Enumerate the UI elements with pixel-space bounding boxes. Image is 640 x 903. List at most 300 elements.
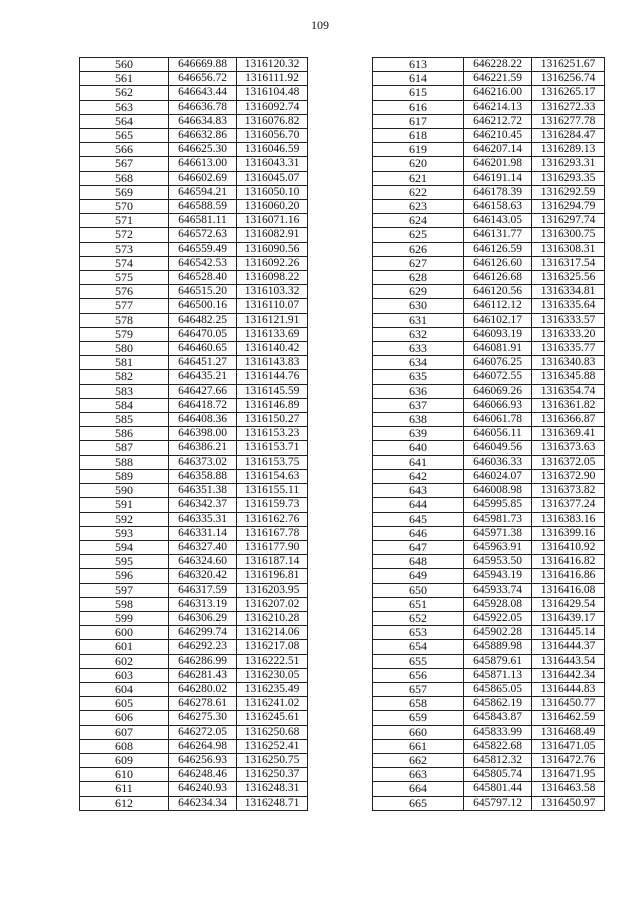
x-coordinate-cell: 646240.93 <box>169 782 237 796</box>
y-coordinate-cell: 1316294.79 <box>532 200 605 214</box>
table-row <box>80 384 308 398</box>
point-number-cell: 577 <box>80 299 169 313</box>
y-coordinate-cell: 1316450.97 <box>532 796 605 810</box>
point-number-cell: 567 <box>80 157 169 171</box>
table-row <box>80 285 308 299</box>
table-row <box>80 753 308 767</box>
y-coordinate-cell: 1316410.92 <box>532 540 605 554</box>
y-coordinate-cell: 1316250.75 <box>237 753 308 767</box>
point-number-cell: 564 <box>80 114 169 128</box>
table-row <box>80 640 308 654</box>
y-coordinate-cell: 1316143.83 <box>237 356 308 370</box>
point-number-cell: 614 <box>373 72 464 86</box>
x-coordinate-cell: 645963.91 <box>464 540 532 554</box>
x-coordinate-cell: 645902.28 <box>464 626 532 640</box>
x-coordinate-cell: 646636.78 <box>169 100 237 114</box>
point-number-cell: 623 <box>373 200 464 214</box>
point-number-cell: 586 <box>80 427 169 441</box>
x-coordinate-cell: 646207.14 <box>464 143 532 157</box>
point-number-cell: 569 <box>80 185 169 199</box>
table-row <box>80 626 308 640</box>
x-coordinate-cell: 646278.61 <box>169 697 237 711</box>
x-coordinate-cell: 645995.85 <box>464 498 532 512</box>
point-number-cell: 562 <box>80 86 169 100</box>
table-row <box>373 682 605 696</box>
x-coordinate-cell: 645953.50 <box>464 555 532 569</box>
point-number-cell: 646 <box>373 526 464 540</box>
point-number-cell: 662 <box>373 753 464 767</box>
y-coordinate-cell: 1316050.10 <box>237 185 308 199</box>
point-number-cell: 593 <box>80 526 169 540</box>
point-number-cell: 664 <box>373 782 464 796</box>
table-row <box>373 540 605 554</box>
point-number-cell: 573 <box>80 242 169 256</box>
y-coordinate-cell: 1316377.24 <box>532 498 605 512</box>
y-coordinate-cell: 1316284.47 <box>532 129 605 143</box>
table-row <box>80 725 308 739</box>
table-row <box>80 484 308 498</box>
x-coordinate-cell: 646669.88 <box>169 58 237 72</box>
point-number-cell: 629 <box>373 285 464 299</box>
table-row <box>373 427 605 441</box>
y-coordinate-cell: 1316214.06 <box>237 626 308 640</box>
table-row <box>373 86 605 100</box>
table-row <box>80 342 308 356</box>
x-coordinate-cell: 646126.68 <box>464 271 532 285</box>
table-row <box>373 782 605 796</box>
x-coordinate-cell: 646264.98 <box>169 739 237 753</box>
table-row <box>373 384 605 398</box>
x-coordinate-cell: 646256.93 <box>169 753 237 767</box>
x-coordinate-cell: 646594.21 <box>169 185 237 199</box>
y-coordinate-cell: 1316416.08 <box>532 583 605 597</box>
point-number-cell: 596 <box>80 569 169 583</box>
x-coordinate-cell: 646299.74 <box>169 626 237 640</box>
point-number-cell: 608 <box>80 739 169 753</box>
y-coordinate-cell: 1316444.37 <box>532 640 605 654</box>
point-number-cell: 565 <box>80 129 169 143</box>
x-coordinate-cell: 646272.05 <box>169 725 237 739</box>
y-coordinate-cell: 1316472.76 <box>532 753 605 767</box>
table-left-body <box>80 58 308 811</box>
x-coordinate-cell: 646625.30 <box>169 143 237 157</box>
point-number-cell: 602 <box>80 654 169 668</box>
table-row <box>373 256 605 270</box>
point-number-cell: 560 <box>80 58 169 72</box>
y-coordinate-cell: 1316111.92 <box>237 72 308 86</box>
y-coordinate-cell: 1316416.82 <box>532 555 605 569</box>
table-row <box>80 441 308 455</box>
point-number-cell: 589 <box>80 469 169 483</box>
point-number-cell: 566 <box>80 143 169 157</box>
point-number-cell: 637 <box>373 398 464 412</box>
point-number-cell: 576 <box>80 285 169 299</box>
y-coordinate-cell: 1316092.26 <box>237 256 308 270</box>
point-number-cell: 634 <box>373 356 464 370</box>
table-row <box>373 58 605 72</box>
x-coordinate-cell: 645879.61 <box>464 654 532 668</box>
point-number-cell: 609 <box>80 753 169 767</box>
point-number-cell: 594 <box>80 540 169 554</box>
table-row <box>373 796 605 810</box>
table-row <box>373 242 605 256</box>
x-coordinate-cell: 645922.05 <box>464 611 532 625</box>
x-coordinate-cell: 646221.59 <box>464 72 532 86</box>
point-number-cell: 659 <box>373 711 464 725</box>
table-row <box>80 413 308 427</box>
y-coordinate-cell: 1316333.57 <box>532 313 605 327</box>
table-row <box>373 512 605 526</box>
point-number-cell: 632 <box>373 327 464 341</box>
table-row <box>80 214 308 228</box>
point-number-cell: 656 <box>373 668 464 682</box>
y-coordinate-cell: 1316090.56 <box>237 242 308 256</box>
x-coordinate-cell: 646049.56 <box>464 441 532 455</box>
point-number-cell: 568 <box>80 171 169 185</box>
table-row <box>80 86 308 100</box>
y-coordinate-cell: 1316098.22 <box>237 271 308 285</box>
table-row <box>80 58 308 72</box>
y-coordinate-cell: 1316251.67 <box>532 58 605 72</box>
x-coordinate-cell: 646008.98 <box>464 484 532 498</box>
table-row <box>80 356 308 370</box>
table-row <box>80 739 308 753</box>
point-number-cell: 601 <box>80 640 169 654</box>
y-coordinate-cell: 1316043.31 <box>237 157 308 171</box>
x-coordinate-cell: 646427.66 <box>169 384 237 398</box>
x-coordinate-cell: 646228.22 <box>464 58 532 72</box>
table-row <box>80 143 308 157</box>
y-coordinate-cell: 1316250.37 <box>237 768 308 782</box>
x-coordinate-cell: 646634.83 <box>169 114 237 128</box>
x-coordinate-cell: 646581.11 <box>169 214 237 228</box>
point-number-cell: 620 <box>373 157 464 171</box>
x-coordinate-cell: 646643.44 <box>169 86 237 100</box>
point-number-cell: 595 <box>80 555 169 569</box>
table-row <box>80 668 308 682</box>
y-coordinate-cell: 1316334.81 <box>532 285 605 299</box>
point-number-cell: 635 <box>373 370 464 384</box>
x-coordinate-cell: 645971.38 <box>464 526 532 540</box>
point-number-cell: 575 <box>80 271 169 285</box>
y-coordinate-cell: 1316265.17 <box>532 86 605 100</box>
table-row <box>80 271 308 285</box>
point-number-cell: 584 <box>80 398 169 412</box>
y-coordinate-cell: 1316248.71 <box>237 796 308 810</box>
point-number-cell: 572 <box>80 228 169 242</box>
x-coordinate-cell: 646216.00 <box>464 86 532 100</box>
table-row <box>373 753 605 767</box>
point-number-cell: 604 <box>80 682 169 696</box>
table-row <box>80 114 308 128</box>
y-coordinate-cell: 1316250.68 <box>237 725 308 739</box>
point-number-cell: 611 <box>80 782 169 796</box>
y-coordinate-cell: 1316335.64 <box>532 299 605 313</box>
y-coordinate-cell: 1316082.91 <box>237 228 308 242</box>
table-row <box>80 299 308 313</box>
y-coordinate-cell: 1316345.88 <box>532 370 605 384</box>
table-row <box>373 654 605 668</box>
table-row <box>80 327 308 341</box>
y-coordinate-cell: 1316155.11 <box>237 484 308 498</box>
y-coordinate-cell: 1316444.83 <box>532 682 605 696</box>
point-number-cell: 631 <box>373 313 464 327</box>
y-coordinate-cell: 1316471.05 <box>532 739 605 753</box>
y-coordinate-cell: 1316235.49 <box>237 682 308 696</box>
table-right-body <box>373 58 605 811</box>
x-coordinate-cell: 646081.91 <box>464 342 532 356</box>
table-row <box>373 114 605 128</box>
x-coordinate-cell: 646451.27 <box>169 356 237 370</box>
point-number-cell: 657 <box>373 682 464 696</box>
y-coordinate-cell: 1316104.48 <box>237 86 308 100</box>
table-row <box>373 498 605 512</box>
table-row <box>373 725 605 739</box>
y-coordinate-cell: 1316045.07 <box>237 171 308 185</box>
table-row <box>80 100 308 114</box>
point-number-cell: 598 <box>80 597 169 611</box>
point-number-cell: 579 <box>80 327 169 341</box>
point-number-cell: 627 <box>373 256 464 270</box>
table-row <box>80 611 308 625</box>
x-coordinate-cell: 645812.32 <box>464 753 532 767</box>
x-coordinate-cell: 646143.05 <box>464 214 532 228</box>
y-coordinate-cell: 1316248.31 <box>237 782 308 796</box>
y-coordinate-cell: 1316373.82 <box>532 484 605 498</box>
table-row <box>80 583 308 597</box>
x-coordinate-cell: 646588.59 <box>169 200 237 214</box>
point-number-cell: 603 <box>80 668 169 682</box>
table-row <box>373 668 605 682</box>
point-number-cell: 661 <box>373 739 464 753</box>
table-row <box>80 370 308 384</box>
x-coordinate-cell: 646435.21 <box>169 370 237 384</box>
table-row <box>373 228 605 242</box>
y-coordinate-cell: 1316241.02 <box>237 697 308 711</box>
x-coordinate-cell: 646324.60 <box>169 555 237 569</box>
x-coordinate-cell: 646275.30 <box>169 711 237 725</box>
table-row <box>373 185 605 199</box>
y-coordinate-cell: 1316144.76 <box>237 370 308 384</box>
point-number-cell: 599 <box>80 611 169 625</box>
table-row <box>373 555 605 569</box>
x-coordinate-cell: 646061.78 <box>464 413 532 427</box>
point-number-cell: 607 <box>80 725 169 739</box>
x-coordinate-cell: 645871.13 <box>464 668 532 682</box>
y-coordinate-cell: 1316159.73 <box>237 498 308 512</box>
x-coordinate-cell: 645981.73 <box>464 512 532 526</box>
y-coordinate-cell: 1316071.16 <box>237 214 308 228</box>
y-coordinate-cell: 1316146.89 <box>237 398 308 412</box>
x-coordinate-cell: 646342.37 <box>169 498 237 512</box>
table-row <box>80 242 308 256</box>
table-row <box>80 697 308 711</box>
coordinates-table-right <box>372 57 605 811</box>
y-coordinate-cell: 1316369.41 <box>532 427 605 441</box>
table-row <box>80 782 308 796</box>
point-number-cell: 580 <box>80 342 169 356</box>
point-number-cell: 624 <box>373 214 464 228</box>
table-row <box>373 72 605 86</box>
point-number-cell: 645 <box>373 512 464 526</box>
table-row <box>80 555 308 569</box>
y-coordinate-cell: 1316372.90 <box>532 469 605 483</box>
table-row <box>373 356 605 370</box>
table-row <box>373 143 605 157</box>
point-number-cell: 588 <box>80 455 169 469</box>
x-coordinate-cell: 646656.72 <box>169 72 237 86</box>
table-row <box>80 540 308 554</box>
x-coordinate-cell: 646158.63 <box>464 200 532 214</box>
table-row <box>80 228 308 242</box>
y-coordinate-cell: 1316399.16 <box>532 526 605 540</box>
y-coordinate-cell: 1316450.77 <box>532 697 605 711</box>
y-coordinate-cell: 1316463.58 <box>532 782 605 796</box>
y-coordinate-cell: 1316203.95 <box>237 583 308 597</box>
point-number-cell: 652 <box>373 611 464 625</box>
point-number-cell: 617 <box>373 114 464 128</box>
point-number-cell: 639 <box>373 427 464 441</box>
x-coordinate-cell: 646286.99 <box>169 654 237 668</box>
x-coordinate-cell: 646036.33 <box>464 455 532 469</box>
x-coordinate-cell: 646613.00 <box>169 157 237 171</box>
y-coordinate-cell: 1316471.95 <box>532 768 605 782</box>
y-coordinate-cell: 1316416.86 <box>532 569 605 583</box>
x-coordinate-cell: 646210.45 <box>464 129 532 143</box>
y-coordinate-cell: 1316300.75 <box>532 228 605 242</box>
y-coordinate-cell: 1316293.31 <box>532 157 605 171</box>
table-row <box>373 342 605 356</box>
table-row <box>373 611 605 625</box>
y-coordinate-cell: 1316145.59 <box>237 384 308 398</box>
point-number-cell: 633 <box>373 342 464 356</box>
point-number-cell: 625 <box>373 228 464 242</box>
x-coordinate-cell: 646602.69 <box>169 171 237 185</box>
x-coordinate-cell: 646500.16 <box>169 299 237 313</box>
table-row <box>373 271 605 285</box>
table-row <box>373 100 605 114</box>
table-row <box>80 711 308 725</box>
point-number-cell: 644 <box>373 498 464 512</box>
y-coordinate-cell: 1316177.90 <box>237 540 308 554</box>
y-coordinate-cell: 1316325.56 <box>532 271 605 285</box>
y-coordinate-cell: 1316442.34 <box>532 668 605 682</box>
x-coordinate-cell: 646191.14 <box>464 171 532 185</box>
point-number-cell: 636 <box>373 384 464 398</box>
x-coordinate-cell: 646131.77 <box>464 228 532 242</box>
y-coordinate-cell: 1316121.91 <box>237 313 308 327</box>
point-number-cell: 561 <box>80 72 169 86</box>
table-row <box>80 498 308 512</box>
point-number-cell: 622 <box>373 185 464 199</box>
table-row <box>373 597 605 611</box>
table-row <box>80 256 308 270</box>
x-coordinate-cell: 646559.49 <box>169 242 237 256</box>
x-coordinate-cell: 645833.99 <box>464 725 532 739</box>
x-coordinate-cell: 646320.42 <box>169 569 237 583</box>
x-coordinate-cell: 646398.00 <box>169 427 237 441</box>
y-coordinate-cell: 1316153.23 <box>237 427 308 441</box>
y-coordinate-cell: 1316308.31 <box>532 242 605 256</box>
table-row <box>373 285 605 299</box>
x-coordinate-cell: 645933.74 <box>464 583 532 597</box>
x-coordinate-cell: 646280.02 <box>169 682 237 696</box>
table-row <box>80 569 308 583</box>
y-coordinate-cell: 1316462.59 <box>532 711 605 725</box>
table-row <box>80 427 308 441</box>
table-row <box>80 398 308 412</box>
point-number-cell: 581 <box>80 356 169 370</box>
table-row <box>80 200 308 214</box>
x-coordinate-cell: 645862.19 <box>464 697 532 711</box>
point-number-cell: 583 <box>80 384 169 398</box>
point-number-cell: 628 <box>373 271 464 285</box>
x-coordinate-cell: 645889.98 <box>464 640 532 654</box>
y-coordinate-cell: 1316153.71 <box>237 441 308 455</box>
point-number-cell: 651 <box>373 597 464 611</box>
point-number-cell: 626 <box>373 242 464 256</box>
point-number-cell: 571 <box>80 214 169 228</box>
x-coordinate-cell: 646292.23 <box>169 640 237 654</box>
x-coordinate-cell: 646212.72 <box>464 114 532 128</box>
point-number-cell: 619 <box>373 143 464 157</box>
y-coordinate-cell: 1316207.02 <box>237 597 308 611</box>
point-number-cell: 654 <box>373 640 464 654</box>
y-coordinate-cell: 1316230.05 <box>237 668 308 682</box>
y-coordinate-cell: 1316060.20 <box>237 200 308 214</box>
x-coordinate-cell: 646126.59 <box>464 242 532 256</box>
x-coordinate-cell: 646281.43 <box>169 668 237 682</box>
x-coordinate-cell: 645797.12 <box>464 796 532 810</box>
y-coordinate-cell: 1316292.59 <box>532 185 605 199</box>
table-row <box>373 299 605 313</box>
x-coordinate-cell: 646313.19 <box>169 597 237 611</box>
x-coordinate-cell: 646408.36 <box>169 413 237 427</box>
y-coordinate-cell: 1316245.61 <box>237 711 308 725</box>
y-coordinate-cell: 1316468.49 <box>532 725 605 739</box>
x-coordinate-cell: 646102.17 <box>464 313 532 327</box>
table-row <box>373 739 605 753</box>
point-number-cell: 563 <box>80 100 169 114</box>
table-row <box>373 640 605 654</box>
table-row <box>373 697 605 711</box>
point-number-cell: 653 <box>373 626 464 640</box>
y-coordinate-cell: 1316256.74 <box>532 72 605 86</box>
table-row <box>373 157 605 171</box>
table-row <box>373 214 605 228</box>
y-coordinate-cell: 1316297.74 <box>532 214 605 228</box>
point-number-cell: 585 <box>80 413 169 427</box>
point-number-cell: 591 <box>80 498 169 512</box>
y-coordinate-cell: 1316289.13 <box>532 143 605 157</box>
x-coordinate-cell: 646093.19 <box>464 327 532 341</box>
x-coordinate-cell: 646470.05 <box>169 327 237 341</box>
x-coordinate-cell: 646482.25 <box>169 313 237 327</box>
y-coordinate-cell: 1316373.63 <box>532 441 605 455</box>
y-coordinate-cell: 1316354.74 <box>532 384 605 398</box>
x-coordinate-cell: 646335.31 <box>169 512 237 526</box>
x-coordinate-cell: 646386.21 <box>169 441 237 455</box>
x-coordinate-cell: 645928.08 <box>464 597 532 611</box>
y-coordinate-cell: 1316120.32 <box>237 58 308 72</box>
y-coordinate-cell: 1316103.32 <box>237 285 308 299</box>
x-coordinate-cell: 646120.56 <box>464 285 532 299</box>
table-row <box>373 626 605 640</box>
point-number-cell: 658 <box>373 697 464 711</box>
x-coordinate-cell: 646056.11 <box>464 427 532 441</box>
point-number-cell: 578 <box>80 313 169 327</box>
point-number-cell: 610 <box>80 768 169 782</box>
